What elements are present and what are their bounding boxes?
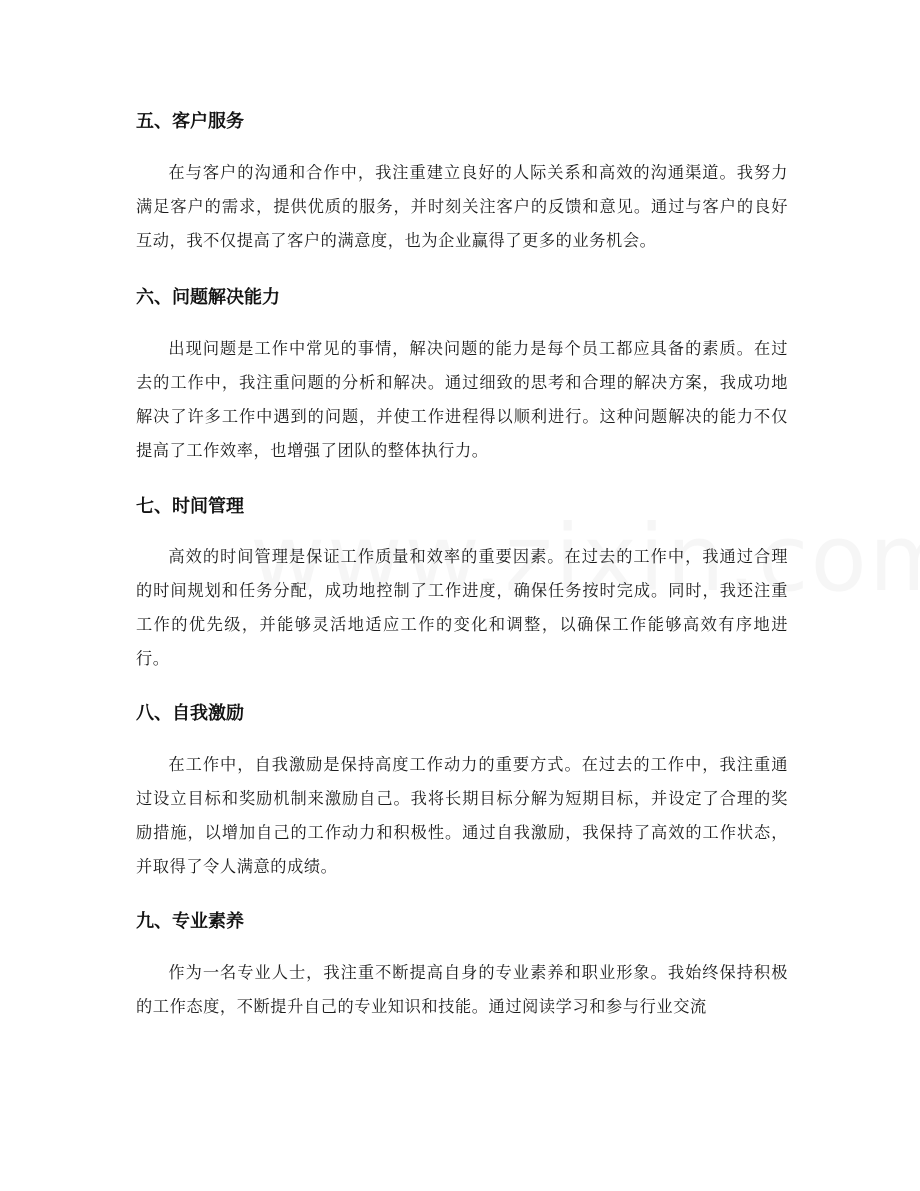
section-heading-customer-service: 五、客户服务 bbox=[136, 111, 244, 132]
section-heading-self-motivation: 八、自我激励 bbox=[136, 703, 244, 724]
section-heading-professionalism: 九、专业素养 bbox=[136, 911, 244, 932]
section-body-self-motivation: 在工作中，自我激励是保持高度工作动力的重要方式。在过去的工作中，我注重通过设立目标和奖励机制来激励自己。我将长期目标分解为短期目标，并设定了合理的奖励措施，以增加自己的工作动力和积极性。通过自我激励，我保持了高效的工作状态，并取得了令人满意的成绩。 bbox=[136, 755, 788, 876]
section-body-customer-service: 在与客户的沟通和合作中，我注重建立良好的人际关系和高效的沟通渠道。我努力满足客户的需求，提供优质的服务，并时刻关注客户的反馈和意见。通过与客户的良好互动，我不仅提高了客户的满意度，也为企业赢得了更多的业务机会。 bbox=[136, 163, 788, 250]
section-body-problem-solving: 出现问题是工作中常见的事情，解决问题的能力是每个员工都应具备的素质。在过去的工作中，我注重问题的分析和解决。通过细致的思考和合理的解决方案，我成功地解决了许多工作中遇到的问题，并使工作进程得以顺利进行。这种问题解决的能力不仅提高了工作效率，也增强了团队的整体执行力。 bbox=[136, 339, 788, 460]
section-body-time-management: 高效的时间管理是保证工作质量和效率的重要因素。在过去的工作中，我通过合理的时间规划和任务分配，成功地控制了工作进度，确保任务按时完成。同时，我还注重工作的优先级，并能够灵活地适应工作的变化和调整，以确保工作能够高效有序地进行。 bbox=[136, 547, 788, 668]
section-heading-problem-solving: 六、问题解决能力 bbox=[136, 287, 280, 308]
section-body-professionalism: 作为一名专业人士，我注重不断提高自身的专业素养和职业形象。我始终保持积极的工作态度，不断提升自己的专业知识和技能。通过阅读学习和参与行业交流 bbox=[136, 963, 788, 1016]
section-heading-time-management: 七、时间管理 bbox=[136, 496, 244, 517]
